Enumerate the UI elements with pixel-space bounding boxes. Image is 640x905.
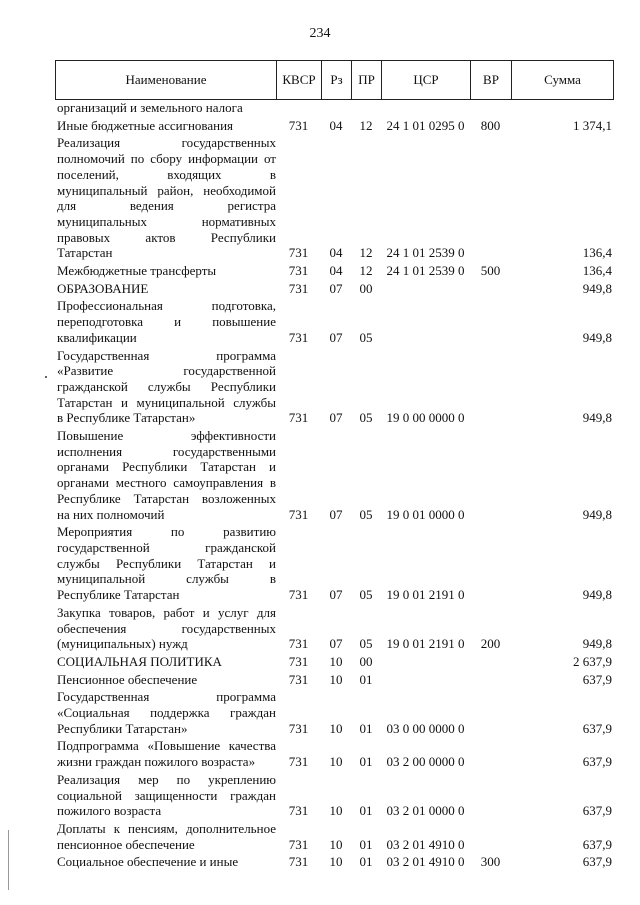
row-name-line: службы Республики Татарстан и <box>57 555 276 571</box>
row-name-line: обеспечения государственных <box>57 620 276 636</box>
row-name-line: Межбюджетные трансферты <box>57 263 217 279</box>
row-name-line: органами местного самоуправления в <box>57 475 276 491</box>
row-rz: 10 <box>329 653 343 669</box>
table-row <box>55 118 614 134</box>
row-pr: 01 <box>359 836 373 852</box>
row-name-line: гражданской службы Республики <box>57 378 276 394</box>
row-name-line: Реализация государственных <box>57 135 276 151</box>
row-name-line: Доплаты к пенсиям, дополнительное <box>57 820 276 836</box>
row-name <box>55 821 276 852</box>
row-name-line: Татарстан и муниципальной службы <box>57 394 276 410</box>
row-kvsr: 731 <box>288 854 309 870</box>
row-name-line: Республике Татарстан возложенных <box>57 490 276 506</box>
row-sum: 637,9 <box>582 720 612 736</box>
row-name-line: Республики Татарстан» <box>57 720 188 736</box>
row-kvsr: 731 <box>288 506 309 522</box>
row-kvsr: 731 <box>288 117 309 133</box>
row-sum: 637,9 <box>582 836 612 852</box>
row-sum: 637,9 <box>582 854 612 870</box>
row-kvsr: 731 <box>288 329 309 345</box>
row-name <box>55 689 276 736</box>
row-name <box>55 348 276 427</box>
row-rz: 10 <box>329 720 343 736</box>
row-rz: 04 <box>329 245 343 261</box>
row-name-line: государственной гражданской <box>57 539 276 555</box>
row-name-line: Мероприятия по развитию <box>57 524 276 540</box>
row-name <box>55 738 276 769</box>
row-name-line: пожилого возраста <box>57 803 162 819</box>
table-row <box>55 348 614 427</box>
header-vr: ВР <box>470 61 511 99</box>
table-body <box>55 100 614 870</box>
row-kvsr: 731 <box>288 263 309 279</box>
row-name-line: «Социальная поддержка граждан <box>57 705 276 721</box>
table-row <box>55 605 614 652</box>
row-name-line: для ведения регистра <box>57 198 276 214</box>
row-name-line: органами Республики Татарстан и <box>57 459 276 475</box>
row-sum: 1 374,1 <box>573 117 612 133</box>
table-row <box>55 524 614 603</box>
row-name-line: Профессиональная подготовка, <box>57 298 276 314</box>
row-pr: 12 <box>359 263 373 279</box>
row-vr: 200 <box>480 636 501 652</box>
row-name <box>55 672 276 688</box>
row-name <box>55 772 276 819</box>
header-kvsr: КВСР <box>276 61 321 99</box>
row-name-line: Государственная программа <box>57 347 276 363</box>
row-name-line: «Развитие государственной <box>57 363 276 379</box>
row-sum: 2 637,9 <box>573 653 612 669</box>
row-sum: 637,9 <box>582 671 612 687</box>
row-csr: 24 1 01 2539 0 <box>386 245 465 261</box>
row-csr: 24 1 01 0295 0 <box>386 117 465 133</box>
row-name <box>55 263 276 279</box>
row-rz: 10 <box>329 754 343 770</box>
row-pr: 12 <box>359 245 373 261</box>
row-kvsr: 731 <box>288 653 309 669</box>
row-name-line: Социальное обеспечение и иные <box>57 854 239 870</box>
row-pr: 00 <box>359 653 373 669</box>
row-name <box>55 524 276 603</box>
row-pr: 12 <box>359 117 373 133</box>
row-name-line: СОЦИАЛЬНАЯ ПОЛИТИКА <box>57 653 222 669</box>
row-name-line: полномочий по сбору информации от <box>57 151 276 167</box>
row-name-line: Повышение эффективности <box>57 428 276 444</box>
row-kvsr: 731 <box>288 636 309 652</box>
row-name-line: (муниципальных) нужд <box>57 636 188 652</box>
table-row <box>55 428 614 522</box>
table-row <box>55 281 614 297</box>
row-rz: 04 <box>329 263 343 279</box>
row-csr: 19 0 01 2191 0 <box>386 636 465 652</box>
row-csr: 03 2 01 4910 0 <box>386 854 465 870</box>
row-pr: 05 <box>359 587 373 603</box>
row-name <box>55 605 276 652</box>
row-rz: 07 <box>329 280 343 296</box>
row-csr: 19 0 00 0000 0 <box>386 410 465 426</box>
row-name-line: организаций и земельного налога <box>57 100 243 115</box>
header-rz: Рз <box>321 61 351 99</box>
table-row <box>55 263 614 279</box>
row-pr: 01 <box>359 803 373 819</box>
row-rz: 07 <box>329 636 343 652</box>
row-name-line: Подпрограмма «Повышение качества <box>57 738 276 754</box>
row-name-line: поселений, входящих в <box>57 166 276 182</box>
row-rz: 04 <box>329 117 343 133</box>
row-sum: 949,8 <box>582 587 612 603</box>
row-kvsr: 731 <box>288 245 309 261</box>
row-vr: 800 <box>480 117 501 133</box>
row-name-line: Пенсионное обеспечение <box>57 671 198 687</box>
row-name-line: переподготовка и повышение <box>57 314 276 330</box>
table-row <box>55 772 614 819</box>
row-name-line: пенсионное обеспечение <box>57 836 195 852</box>
row-pr: 05 <box>359 329 373 345</box>
row-name-line: муниципальных нормативных <box>57 213 276 229</box>
row-kvsr: 731 <box>288 720 309 736</box>
row-pr: 01 <box>359 671 373 687</box>
row-csr: 03 2 01 4910 0 <box>386 836 465 852</box>
row-name-line: Государственная программа <box>57 689 276 705</box>
row-name-line: Реализация мер по укреплению <box>57 771 276 787</box>
row-rz: 07 <box>329 587 343 603</box>
header-csr: ЦСР <box>381 61 470 99</box>
row-kvsr: 731 <box>288 410 309 426</box>
row-pr: 05 <box>359 506 373 522</box>
row-csr: 19 0 01 2191 0 <box>386 587 465 603</box>
row-name-line: Закупка товаров, работ и услуг для <box>57 604 276 620</box>
row-name <box>55 118 276 134</box>
row-kvsr: 731 <box>288 671 309 687</box>
row-sum: 949,8 <box>582 280 612 296</box>
header-sum: Сумма <box>511 61 614 99</box>
scan-edge-line <box>8 830 9 890</box>
table-row <box>55 672 614 688</box>
row-name-line: социальной защищенности граждан <box>57 787 276 803</box>
row-kvsr: 731 <box>288 836 309 852</box>
row-vr: 500 <box>480 263 501 279</box>
row-csr: 03 2 00 0000 0 <box>386 754 465 770</box>
row-rz: 10 <box>329 803 343 819</box>
row-name-line: Татарстан <box>57 245 113 261</box>
row-name <box>55 281 276 297</box>
page-number: 234 <box>309 26 331 41</box>
row-name-line: ОБРАЗОВАНИЕ <box>57 280 149 296</box>
row-pr: 01 <box>359 754 373 770</box>
row-rz: 07 <box>329 329 343 345</box>
table-header <box>55 60 614 100</box>
row-name-line: жизни граждан пожилого возраста» <box>57 754 256 770</box>
row-sum: 136,4 <box>582 263 612 279</box>
table-row <box>55 135 614 261</box>
row-name <box>55 854 276 870</box>
row-csr: 24 1 01 2539 0 <box>386 263 465 279</box>
row-pr: 01 <box>359 720 373 736</box>
row-csr: 19 0 01 0000 0 <box>386 506 465 522</box>
table-row <box>55 298 614 345</box>
row-name <box>55 100 276 116</box>
row-name-line: правовых актов Республики <box>57 229 276 245</box>
row-name <box>55 428 276 522</box>
row-name-line: на них полномочий <box>57 506 165 522</box>
row-pr: 05 <box>359 636 373 652</box>
row-kvsr: 731 <box>288 754 309 770</box>
row-csr: 03 0 00 0000 0 <box>386 720 465 736</box>
table-row <box>55 821 614 852</box>
row-name <box>55 298 276 345</box>
row-csr: 03 2 01 0000 0 <box>386 803 465 819</box>
row-name-line: муниципальный район, необходимой <box>57 182 276 198</box>
row-rz: 07 <box>329 506 343 522</box>
row-name-line: Республике Татарстан <box>57 587 180 603</box>
row-name <box>55 135 276 261</box>
row-name-line: исполнения государственными <box>57 443 276 459</box>
row-pr: 01 <box>359 854 373 870</box>
table-row <box>55 854 614 870</box>
row-kvsr: 731 <box>288 587 309 603</box>
table-row <box>55 100 614 116</box>
row-rz: 10 <box>329 836 343 852</box>
row-sum: 949,8 <box>582 410 612 426</box>
table-row <box>55 654 614 670</box>
row-name <box>55 654 276 670</box>
row-rz: 07 <box>329 410 343 426</box>
row-name-line: Иные бюджетные ассигнования <box>57 117 234 133</box>
row-name-line: в Республике Татарстан» <box>57 410 196 426</box>
table-row <box>55 738 614 769</box>
row-pr: 00 <box>359 280 373 296</box>
table-row <box>55 689 614 736</box>
row-sum: 949,8 <box>582 329 612 345</box>
row-rz: 10 <box>329 854 343 870</box>
row-vr: 300 <box>480 854 501 870</box>
row-sum: 637,9 <box>582 754 612 770</box>
row-name-line: квалификации <box>57 329 137 345</box>
row-pr: 05 <box>359 410 373 426</box>
row-sum: 949,8 <box>582 506 612 522</box>
row-kvsr: 731 <box>288 803 309 819</box>
row-name-line: муниципальной службы в <box>57 571 276 587</box>
row-kvsr: 731 <box>288 280 309 296</box>
row-sum: 637,9 <box>582 803 612 819</box>
row-rz: 10 <box>329 671 343 687</box>
header-pr: ПР <box>351 61 381 99</box>
scan-speck <box>45 376 47 378</box>
header-name: Наименование <box>55 61 276 99</box>
row-sum: 136,4 <box>582 245 612 261</box>
row-sum: 949,8 <box>582 636 612 652</box>
